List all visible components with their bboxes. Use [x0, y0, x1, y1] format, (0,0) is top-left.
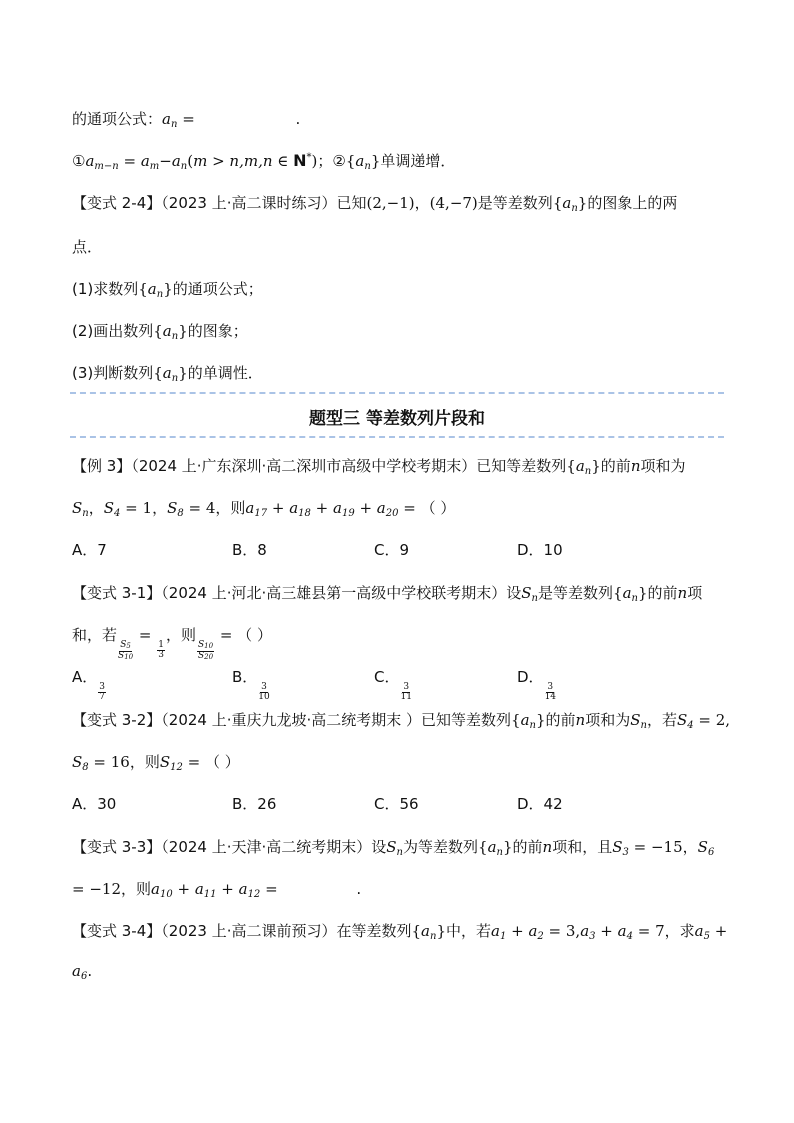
math-s4: $S_4 = 1$: [103, 499, 153, 519]
period: .: [356, 880, 362, 898]
period: .: [295, 110, 301, 128]
math-sn: $S_n$: [630, 711, 647, 731]
text-xiang: 项: [687, 584, 703, 602]
problem-text-2: 的图象上的两: [587, 194, 678, 212]
math-a5: $a_5$ +: [694, 922, 728, 942]
math-n: n: [542, 838, 553, 856]
math-seq-an: $\{a_n\}$: [411, 922, 446, 942]
math-seq-an: $\{a_n\}$: [511, 711, 546, 731]
option-label: B．: [232, 668, 258, 686]
problem-v3-1: [72, 582, 702, 604]
comma: ，: [682, 838, 698, 856]
problem-tag: 【变式 3-3】: [72, 838, 162, 856]
fraction-3-10: $\frac{3}{10}$: [258, 682, 270, 702]
option-d[interactable]: D．10: [517, 541, 563, 559]
math-s6: $S_6$: [697, 838, 715, 858]
section-title: 题型三 等差数列片段和: [309, 409, 485, 429]
question-2: [72, 320, 248, 342]
problem-v3-2-line2: [72, 751, 240, 773]
line-properties: [72, 150, 455, 172]
divider-top: [70, 392, 724, 394]
math-equals: =: [215, 626, 238, 644]
math-seq-an: $\{a_n\}$: [138, 280, 173, 300]
problem-source: （2023 上·高二课前预习）在等差数列: [161, 922, 412, 940]
semicolon: ；: [317, 152, 333, 170]
question-2-text: (2)画出数列: [72, 322, 154, 340]
option-c[interactable]: C．56: [374, 795, 419, 813]
answer-parens: （ ）: [205, 753, 240, 771]
math-property-1: $a_{m-n} = a_m-a_n(m > n,m,n$ ∈ N*): [85, 151, 318, 172]
problem-tag: 【变式 3-4】: [72, 922, 162, 940]
text-is-seq: 为等差数列: [403, 838, 479, 856]
text-is-seq: 是等差数列: [538, 584, 614, 602]
math-n: n: [575, 711, 586, 729]
circled-two: ②: [332, 152, 346, 170]
math-a6: $a_6$: [72, 962, 88, 982]
option-a[interactable]: A．30: [72, 795, 117, 813]
problem-source: （2023 上·高二课时练习）已知: [161, 194, 367, 212]
comma: ，: [414, 194, 430, 212]
text-if: 和，若: [72, 626, 118, 644]
math-n: n: [677, 584, 688, 602]
math-equals: =: [177, 110, 200, 128]
math-sn: $S_n$: [386, 838, 403, 858]
math-point-2: (4,−7): [429, 194, 478, 212]
fraction-s10-s20: $\frac{S_{10}}{S_{20}}$: [197, 640, 214, 661]
option-b[interactable]: B．8: [232, 541, 267, 559]
text-sum-and: 项和，且: [552, 838, 613, 856]
math-seq-an: $\{a_n\}$: [153, 322, 188, 342]
text-then: ，则: [121, 880, 152, 898]
question-3-text: (3)判断数列: [72, 364, 154, 382]
comma: ，: [88, 499, 104, 517]
text-qian: 的前: [647, 584, 678, 602]
problem-source: （2024 上·河北·高三雄县第一高级中学校联考期末）设: [161, 584, 522, 602]
problem-v3-4-line2: [72, 962, 92, 982]
question-2-tail: 的图象；: [187, 322, 248, 340]
text-then: ，则: [129, 753, 160, 771]
math-point-1: (2,−1): [366, 194, 415, 212]
problem-tag: 【变式 3-2】: [72, 711, 162, 729]
math-seq-an: $\{a_n\}$: [552, 194, 588, 214]
option-d[interactable]: [517, 666, 557, 702]
problem-v3-4: [72, 920, 727, 942]
problem-source: （2024 上·重庆九龙坡·高二统考期末 ）已知等差数列: [161, 711, 512, 729]
problem-tag: 【变式 2-4】: [72, 194, 162, 212]
math-sn: $S_n$: [521, 584, 538, 604]
option-c[interactable]: [374, 666, 413, 702]
text-formula-label: 的通项公式：: [72, 110, 163, 128]
option-b[interactable]: B．26: [232, 795, 277, 813]
option-d[interactable]: D．42: [517, 795, 563, 813]
math-s8: $S_8 = 16$: [72, 753, 130, 773]
fraction-3-11: $\frac{3}{11}$: [400, 682, 412, 702]
problem-text: 是等差数列: [477, 194, 553, 212]
problem-source: （2024 上·天津·高二统考期末）设: [161, 838, 387, 856]
option-label: C．: [374, 668, 400, 686]
problem-v3-1-line2: [72, 624, 272, 662]
question-1-tail: 的通项公式；: [172, 280, 263, 298]
text-then: ，则: [165, 626, 196, 644]
period: .: [87, 962, 93, 980]
text-if: ，若: [646, 711, 677, 729]
math-s8: $S_8 = 4$: [167, 499, 216, 519]
text-qian: 的前: [600, 457, 631, 475]
math-expression: $a_{17} + a_{18} + a_{19} + a_{20}$ =: [245, 499, 421, 519]
question-3: [72, 362, 263, 384]
answer-parens: （ ）: [237, 626, 272, 644]
question-3-tail: 的单调性．: [187, 364, 263, 382]
problem-v3-2: [72, 709, 730, 731]
fraction-s5-s10: $\frac{S_5}{S_{10}}$: [118, 640, 134, 661]
math-equals: =: [134, 626, 157, 644]
text-sum: 项和为: [640, 457, 686, 475]
math-n: n: [630, 457, 641, 475]
answer-parens: （ ）: [420, 499, 456, 517]
problem-ex3-line2: [72, 497, 455, 519]
text-qian: 的前: [545, 711, 576, 729]
math-seq-an: $\{a_n\}$: [566, 457, 601, 477]
math-seq-an: $\{a_n\}$: [345, 152, 381, 172]
option-label: A．: [72, 668, 98, 686]
math-s12: $S_{12}$ =: [159, 753, 205, 773]
question-1: [72, 278, 263, 300]
text-find: ，求: [664, 922, 695, 940]
math-seq-an: $\{a_n\}$: [478, 838, 513, 858]
problem-source: （2024 上·广东深圳·高二深圳市高级中学校考期末）已知等差数列: [131, 457, 567, 475]
math-s3: $S_3 = -15$: [612, 838, 683, 858]
problem-v3-3: [72, 836, 714, 858]
option-b[interactable]: [232, 666, 271, 702]
problem-v2-4: [72, 192, 677, 214]
option-a[interactable]: [72, 666, 107, 702]
text-sum: 项和为: [585, 711, 631, 729]
question-1-text: (1)求数列: [72, 280, 139, 298]
text-qian: 的前: [512, 838, 543, 856]
math-s4: $S_4 = 2$,: [676, 711, 731, 731]
problem-v2-4-cont: 点．: [72, 238, 103, 256]
circled-one: ①: [72, 152, 86, 170]
problem-tag: 【变式 3-1】: [72, 584, 162, 602]
option-a[interactable]: A．7: [72, 541, 107, 559]
option-label: D．: [517, 668, 544, 686]
problem-tag: 【例 3】: [72, 457, 132, 475]
math-sn: $S_n$: [72, 499, 89, 519]
fraction-3-14: $\frac{3}{14}$: [544, 682, 557, 702]
math-an: $a_n$: [162, 110, 178, 130]
problem-ex3: [72, 455, 686, 477]
divider-bottom: [70, 436, 724, 438]
math-value: = −12: [72, 880, 121, 898]
comma: ，: [152, 499, 168, 517]
fraction-3-7: $\frac{3}{7}$: [99, 682, 105, 702]
math-seq-an: $\{a_n\}$: [613, 584, 648, 604]
text-if: 中，若: [446, 922, 492, 940]
problem-v3-3-line2: [72, 878, 361, 900]
text-then: ，则: [215, 499, 246, 517]
line-formula-prompt: [72, 108, 300, 130]
math-condition: $a_1 + a_2 = 3,a_3 + a_4 = 7$: [491, 922, 665, 942]
option-c[interactable]: C．9: [374, 541, 410, 559]
math-seq-an: $\{a_n\}$: [153, 364, 188, 384]
math-expression: $a_{10} + a_{11} + a_{12}$ =: [151, 880, 283, 900]
text-monotonic: 单调递增．: [380, 152, 456, 170]
fraction-1-3: $\frac{1}{3}$: [158, 640, 164, 660]
